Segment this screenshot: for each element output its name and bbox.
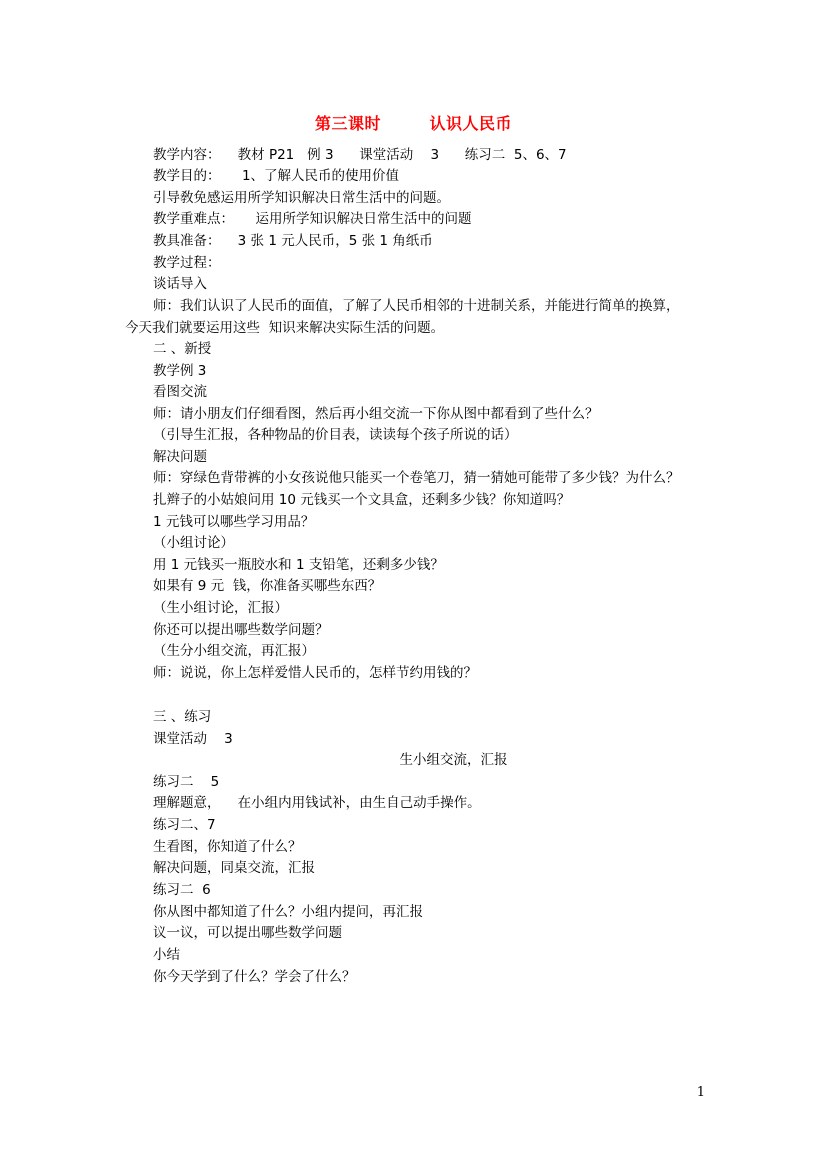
exercise-label: 练习二 5 [153,774,220,790]
question-line: 扎辫子的小姑娘问用 10 元钱买一个文具盒，还剩多少钱？你知道吗？ [153,492,571,508]
goal-detail-line: 引导敎免感运用所学知识解决日常生活中的问题。 [153,190,450,206]
new-lesson-heading: 二 、新授 [153,341,212,357]
exercise-instruction: 生看图，你知道了什么？ [153,839,302,855]
summary-question: 你今天学到了什么？学会了什么？ [153,969,356,985]
teaching-goal-line: 教学目的： 1、了解人民币的使用价值 [153,168,400,184]
teaching-aids-line: 教具准备： 3 张 1 元人民币，5 张 1 角纸币 [153,233,433,249]
lesson-title: 第三课时 认识人民币 [314,114,513,133]
picture-discussion-line: 看图交流 [153,384,207,400]
teacher-intro-continued: 今天我们就要运用这些 知识来解决实际生活的问题。 [125,320,445,336]
class-activity-line: 课堂活动 3 [153,731,233,747]
question-line: 用 1 元钱买一瓶胶水和 1 支铅笔，还剩多少钱？ [153,557,444,573]
exercise-instruction: 理解题意， 在小组内用钱试补，由生自己动手操作。 [153,795,481,811]
teaching-process-heading: 教学过程： [153,255,221,271]
exercise-label: 练习二 6 [153,882,211,898]
key-difficulty-line: 教学重难点： 运用所学知识解决日常生活中的问题 [153,211,472,227]
exercise-label: 练习二、7 [153,817,216,833]
summary-heading: 小结 [153,947,180,963]
teacher-closing-question: 师：说说，你上怎样爱惜人民币的，怎样节约用钱的？ [153,665,477,681]
teaching-content-line: 教学内容： 教材 P21 例 3 课堂活动 3 练习二 5、6、7 [153,147,567,163]
page-number: 1 [696,1085,705,1100]
question-line: 1 元钱可以哪些学习用品？ [153,514,315,530]
guidance-note-line: （引导生汇报，各种物品的价目表，读读每个孩子所说的话） [153,427,518,443]
question-line: 你还可以提出哪些数学问题？ [153,622,329,638]
student-exchange-note: （生分小组交流，再汇报） [153,643,315,659]
example-heading: 教学例 3 [153,363,207,379]
intro-heading: 谈话导入 [153,276,207,292]
group-report-line: 生小组交流，汇报 [399,752,508,768]
teacher-intro-line: 师：我们认识了人民币的面值，了解了人民币相邻的十进制关系，并能进行简单的换算， [153,298,680,314]
student-report-note: （生小组讨论，汇报） [153,600,288,616]
practice-heading: 三 、练习 [153,709,212,725]
exercise-instruction: 你从图中都知道了什么？小组内提问，再汇报 [153,904,423,920]
teacher-question-line: 师：穿绿色背带裤的小女孩说他只能买一个卷笔刀，猜一猜她可能带了多少钱？为什么？ [153,470,680,486]
exercise-instruction: 解决问题，同桌交流，汇报 [153,860,315,876]
group-discussion-note: （小组讨论） [153,535,234,551]
question-line: 如果有 9 元 钱，你准备买哪些东西？ [153,578,382,594]
solve-problem-heading: 解决问题 [153,449,207,465]
teacher-prompt-line: 师：请小朋友们仔细看图，然后再小组交流一下你从图中都看到了些什么？ [153,406,599,422]
exercise-instruction: 议一议，可以提出哪些数学问题 [153,925,342,941]
